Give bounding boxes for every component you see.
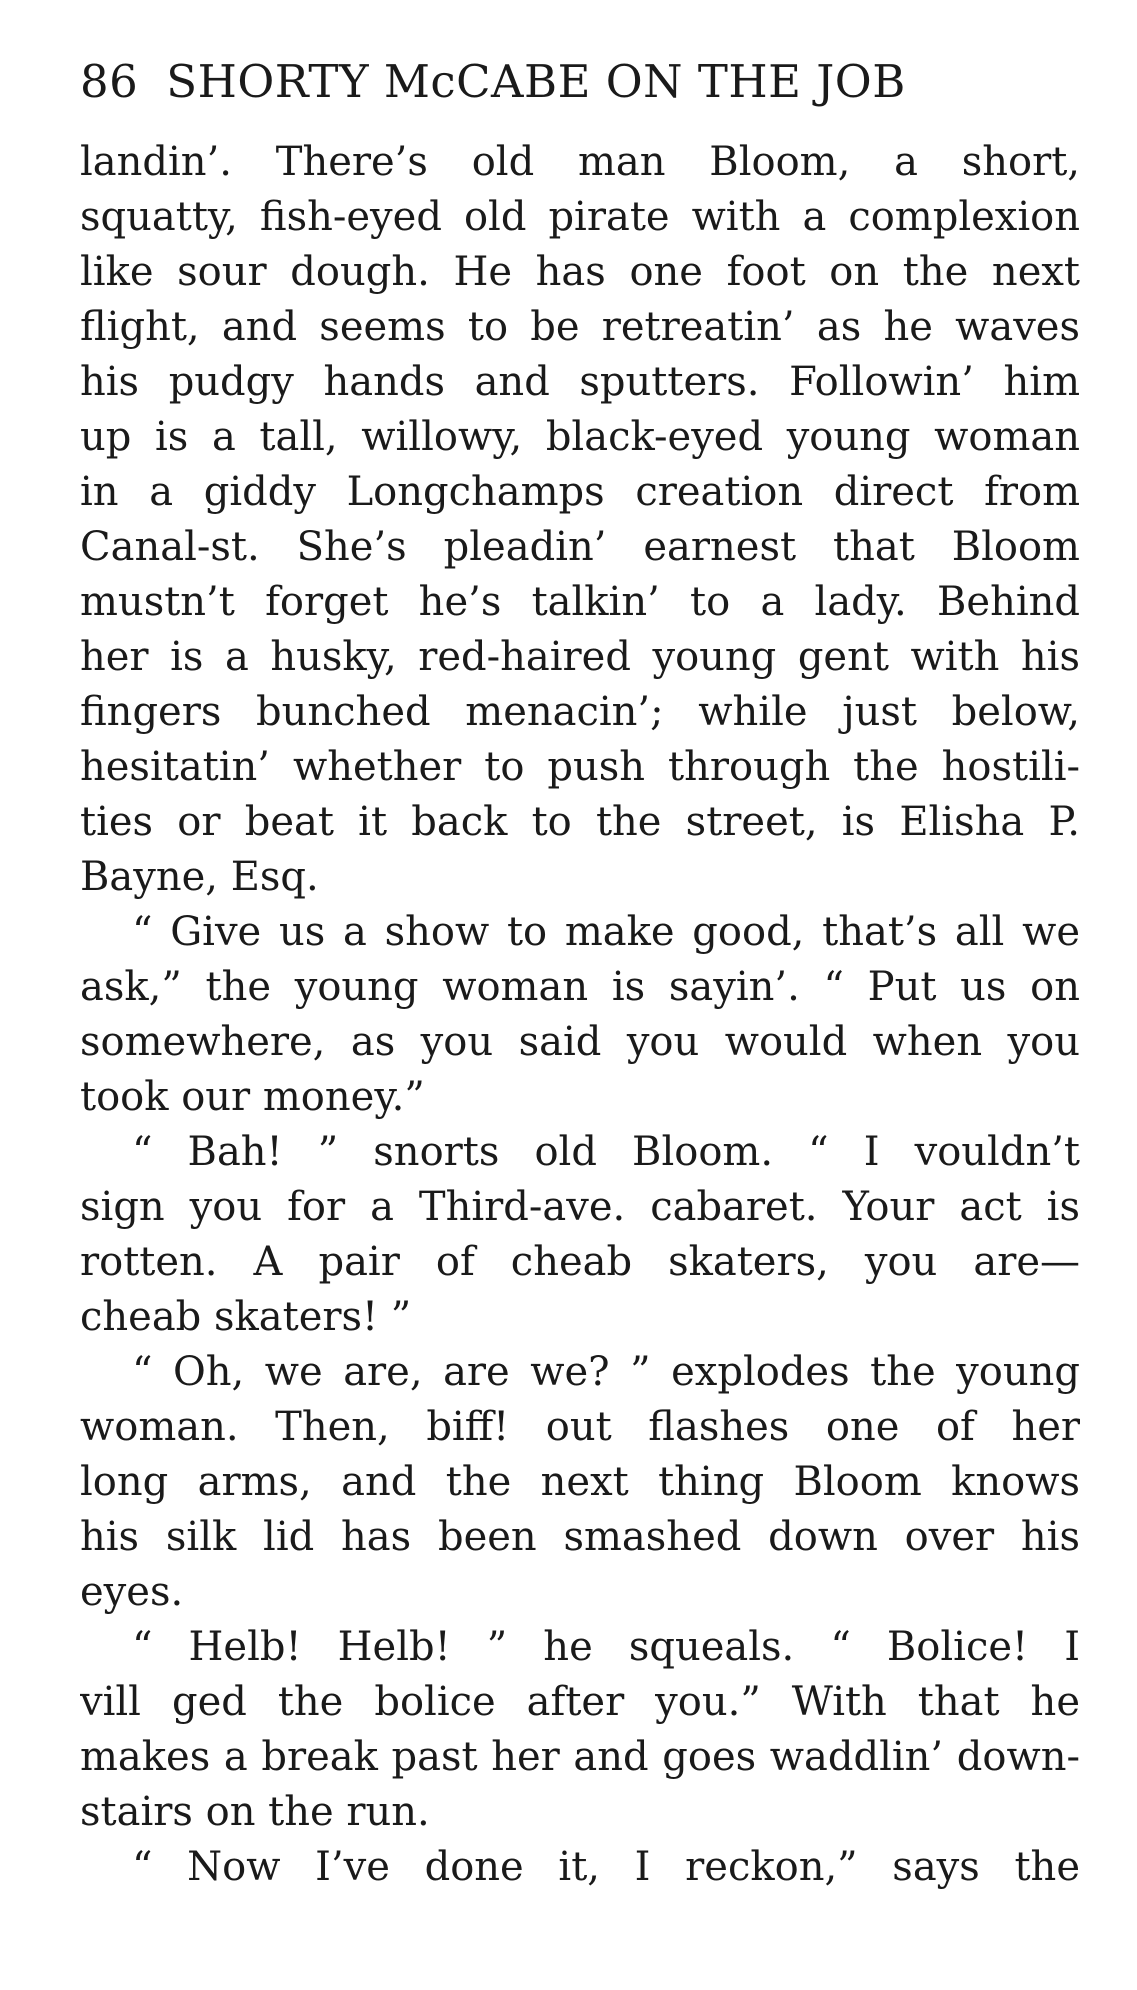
running-head xyxy=(80,52,906,112)
text-line: flight, and seems to be retreatin’ as he waves xyxy=(80,304,1080,350)
text-line: stairs on the run. xyxy=(80,1789,430,1835)
text-line: sign you for a Third-ave. cabaret. Your act is xyxy=(80,1184,1080,1230)
text-line: vill ged the bolice after you.” With that he xyxy=(80,1679,1080,1725)
text-line: squatty, fish-eyed old pirate with a complexion xyxy=(80,194,1080,240)
text-line: “ Oh, we are, are we? ” explodes the young xyxy=(132,1349,1080,1395)
text-line: “ Bah! ” snorts old Bloom. “ I vouldn’t xyxy=(132,1129,1080,1175)
text-line: cheab skaters! ” xyxy=(80,1294,412,1340)
text-line: hesitatin’ whether to push through the hostili- xyxy=(80,744,1080,790)
text-line: makes a break past her and goes waddlin’ down- xyxy=(80,1734,1080,1780)
text-line: like sour dough. He has one foot on the next xyxy=(80,249,1080,295)
text-line: “ Give us a show to make good, that’s all we xyxy=(132,909,1080,955)
text-line: fingers bunched menacin’; while just below, xyxy=(80,689,1080,735)
text-line: up is a tall, willowy, black-eyed young woman xyxy=(80,414,1080,460)
text-line: ties or beat it back to the street, is Elisha P. xyxy=(80,799,1080,845)
text-line: mustn’t forget he’s talkin’ to a lady. Behind xyxy=(80,579,1080,625)
text-line: somewhere, as you said you would when you xyxy=(80,1019,1080,1065)
text-line: long arms, and the next thing Bloom knows xyxy=(80,1459,1080,1505)
text-line: took our money.” xyxy=(80,1074,425,1120)
text-line: “ Helb! Helb! ” he squeals. “ Bolice! I xyxy=(132,1624,1080,1670)
text-line: ask,” the young woman is sayin’. “ Put us on xyxy=(80,964,1080,1010)
text-line: Bayne, Esq. xyxy=(80,854,319,900)
running-title: SHORTY McCABE ON THE JOB xyxy=(166,55,906,108)
text-line: Canal-st. She’s pleadin’ earnest that Bloom xyxy=(80,524,1080,570)
text-line: in a giddy Longchamps creation direct from xyxy=(80,469,1080,515)
body-text xyxy=(80,135,1080,1895)
page-number: 86 xyxy=(80,55,139,108)
text-line: landin’. There’s old man Bloom, a short, xyxy=(80,139,1080,185)
text-line: woman. Then, biff! out flashes one of her xyxy=(80,1404,1080,1450)
text-line: rotten. A pair of cheab skaters, you are— xyxy=(80,1239,1080,1285)
text-line: eyes. xyxy=(80,1569,184,1615)
text-line: her is a husky, red-haired young gent with his xyxy=(80,634,1080,680)
text-line: his silk lid has been smashed down over his xyxy=(80,1514,1080,1560)
text-line: “ Now I’ve done it, I reckon,” says the xyxy=(132,1844,1080,1890)
text-line: his pudgy hands and sputters. Followin’ him xyxy=(80,359,1080,405)
